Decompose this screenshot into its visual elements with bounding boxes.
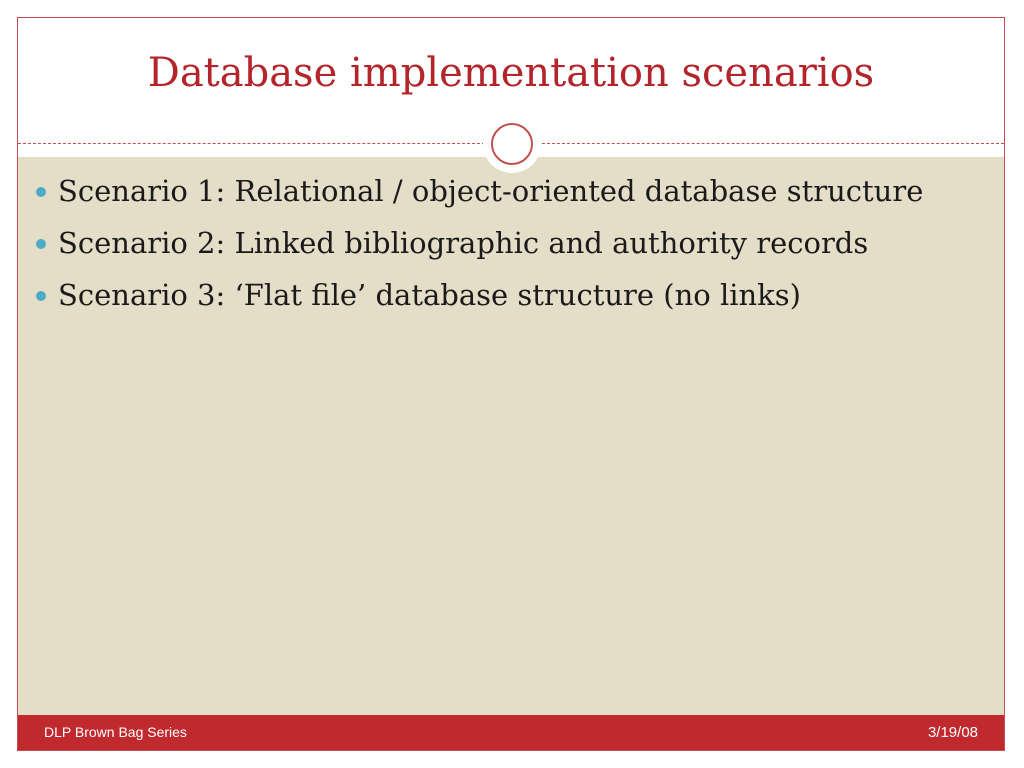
bullet-item	[36, 168, 936, 214]
bullet-text: Scenario 2: Linked bibliographic and authority records	[58, 226, 869, 260]
bullet-dot-icon	[36, 291, 46, 301]
slide-frame	[17, 17, 1005, 751]
footer-series-label: DLP Brown Bag Series	[44, 724, 187, 740]
bullet-item	[36, 272, 936, 318]
bullet-text: Scenario 1: Relational / object-oriented database structure	[58, 174, 924, 208]
circle-ring-inner	[491, 123, 533, 165]
circle-ring-icon	[483, 115, 541, 173]
bullet-dot-icon	[36, 239, 46, 249]
bullet-dot-icon	[36, 187, 46, 197]
footer-bar	[18, 715, 1004, 751]
slide-title: Database implementation scenarios	[147, 50, 875, 96]
footer-date: 3/19/08	[927, 724, 978, 741]
bullet-text: Scenario 3: ‘Flat file’ database structure (no links)	[58, 278, 801, 312]
bullet-item	[36, 220, 936, 266]
bullet-list	[36, 168, 936, 324]
